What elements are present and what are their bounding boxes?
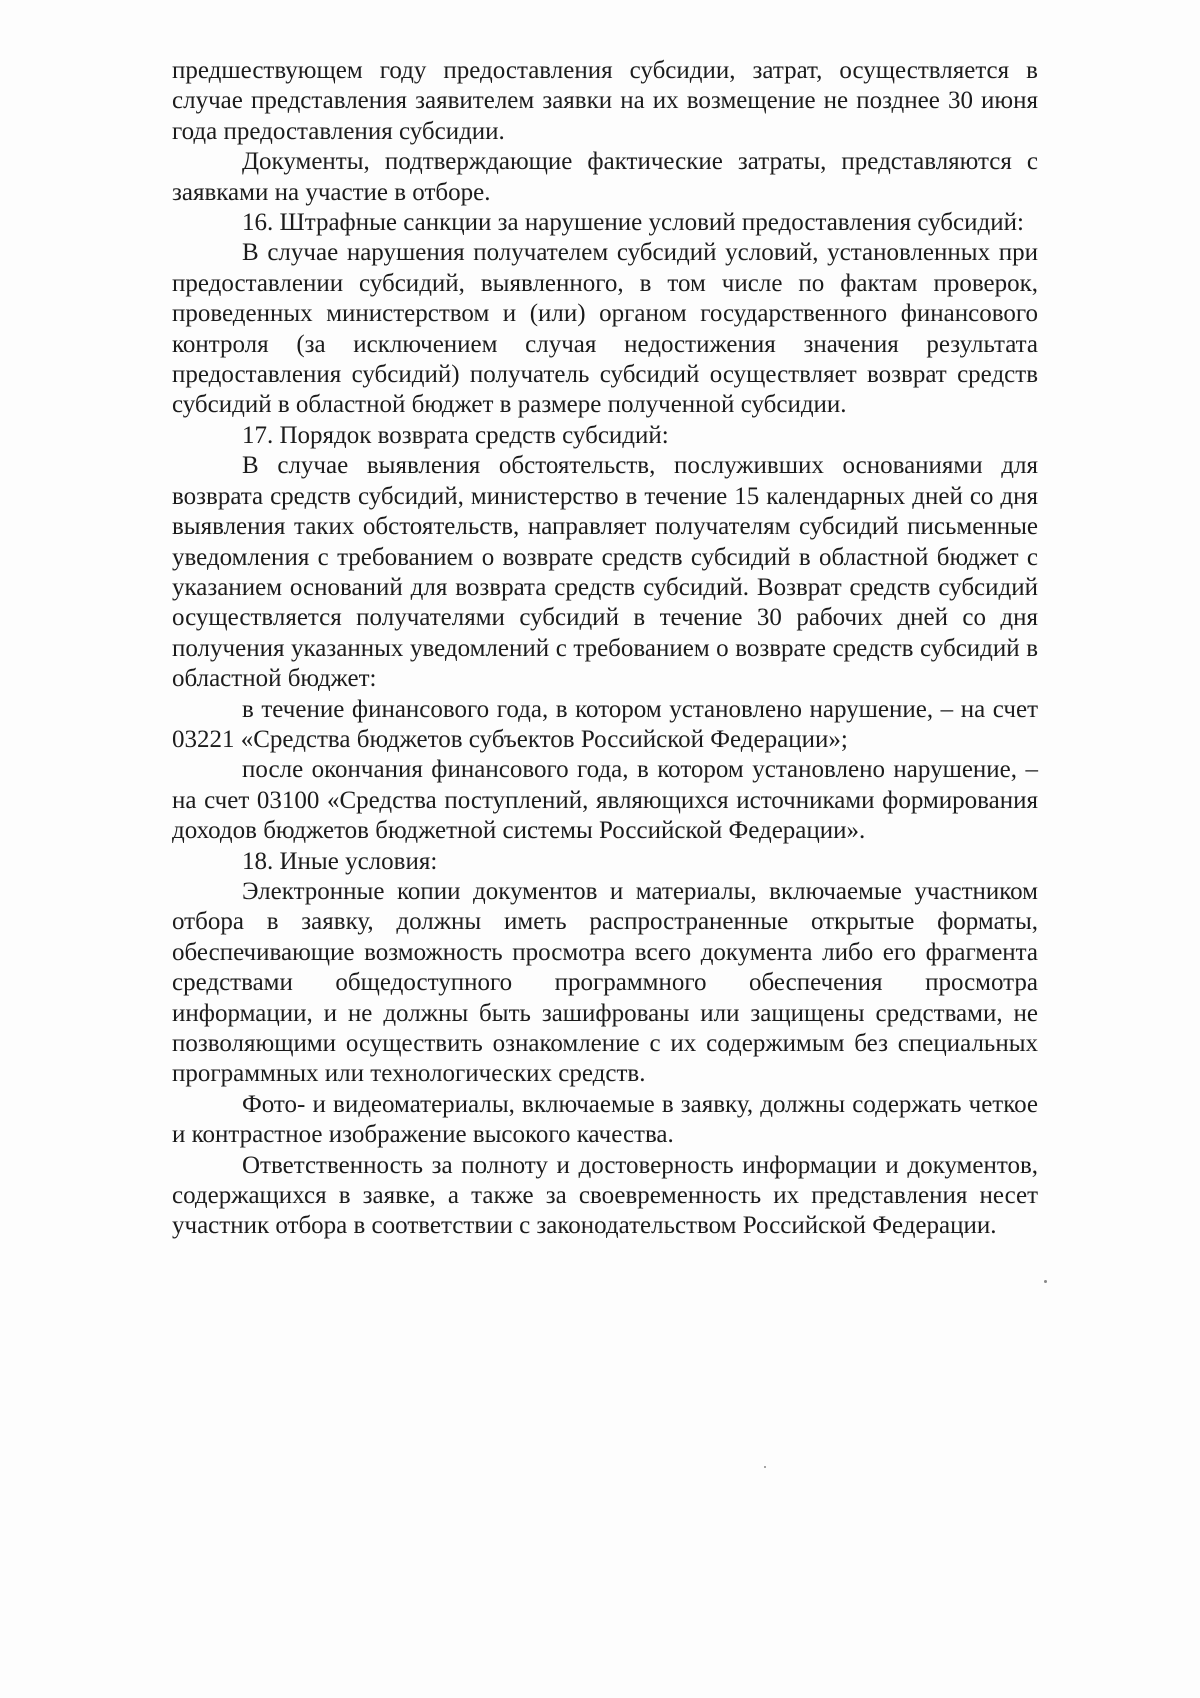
paragraph-electronic-copies: Электронные копии документов и материалы, включаемые участником отбора в заявку, должны иметь распространенные открытые форматы, обеспечивающие возможность просмотра всего документа либо его фрагмента средствами общедоступного программного обеспечения просмотра информации, и не должны быть зашифрованы или защищены средствами, не позволяющими осуществить ознакомление с их содержимым без специальных программных или технологических средств. xyxy=(172,877,1038,1088)
paragraph-continuation: предшествующем году предоставления субсидии, затрат, осуществляется в случае представления заявителем заявки на их возмещение не позднее 30 июня года предоставления субсидии. xyxy=(172,57,1038,145)
paragraph-photo-video: Фото- и видеоматериалы, включаемые в заявку, должны содержать четкое и контрастное изображение высокого качества. xyxy=(172,1090,1038,1149)
section-18-heading: 18. Иные условия: xyxy=(242,847,438,875)
scan-speck xyxy=(764,1466,766,1468)
paragraph-return-procedure: В случае выявления обстоятельств, послуживших основаниями для возврата средств субсидий, министерство в течение 15 календарных дней со дня выявления таких обстоятельств, направляет получателям субсидий письменные уведомления с требованием о возврате средств субсидий в областной бюджет с указанием оснований для возврата средств субсидий. Возврат средств субсидий осуществляется получателями субсидий в течение 30 рабочих дней со дня получения указанных уведомлений с требованием о возврате средств субсидий в областной бюджет: xyxy=(172,452,1038,693)
paragraph-documents-confirming-costs: Документы, подтверждающие фактические затраты, представляются с заявками на участие в отборе. xyxy=(172,148,1038,206)
paragraph-after-year-account: после окончания финансового года, в котором установлено нарушение, – на счет 03100 «Средства поступлений, являющихся источниками формирования доходов бюджетов бюджетной системы Российской Федерации». xyxy=(172,756,1038,845)
paragraph-current-year-account: в течение финансового года, в котором установлено нарушение, – на счет 03221 «Средства бюджетов субъектов Российской Федерации»; xyxy=(172,695,1038,753)
document-body xyxy=(172,56,1038,1242)
paragraph-responsibility: Ответственность за полноту и достоверность информации и документов, содержащихся в заявке, а также за своевременность их представления несет участник отбора в соответствии с законодательством Российской Федерации. xyxy=(172,1151,1038,1240)
scan-speck xyxy=(1044,1280,1047,1283)
section-16-heading: 16. Штрафные санкции за нарушение условий предоставления субсидий: xyxy=(242,209,1024,237)
paragraph-violation-return: В случае нарушения получателем субсидий условий, установленных при предоставлении субсидий, выявленного, в том числе по фактам проверок, проведенных министерством и (или) органом государственного финансового контроля (за исключением случая недостижения значения результата предоставления субсидий) получатель субсидий осуществляет возврат средств субсидий в областной бюджет в размере полученной субсидии. xyxy=(172,239,1038,419)
section-17-heading: 17. Порядок возврата средств субсидий: xyxy=(242,421,669,449)
